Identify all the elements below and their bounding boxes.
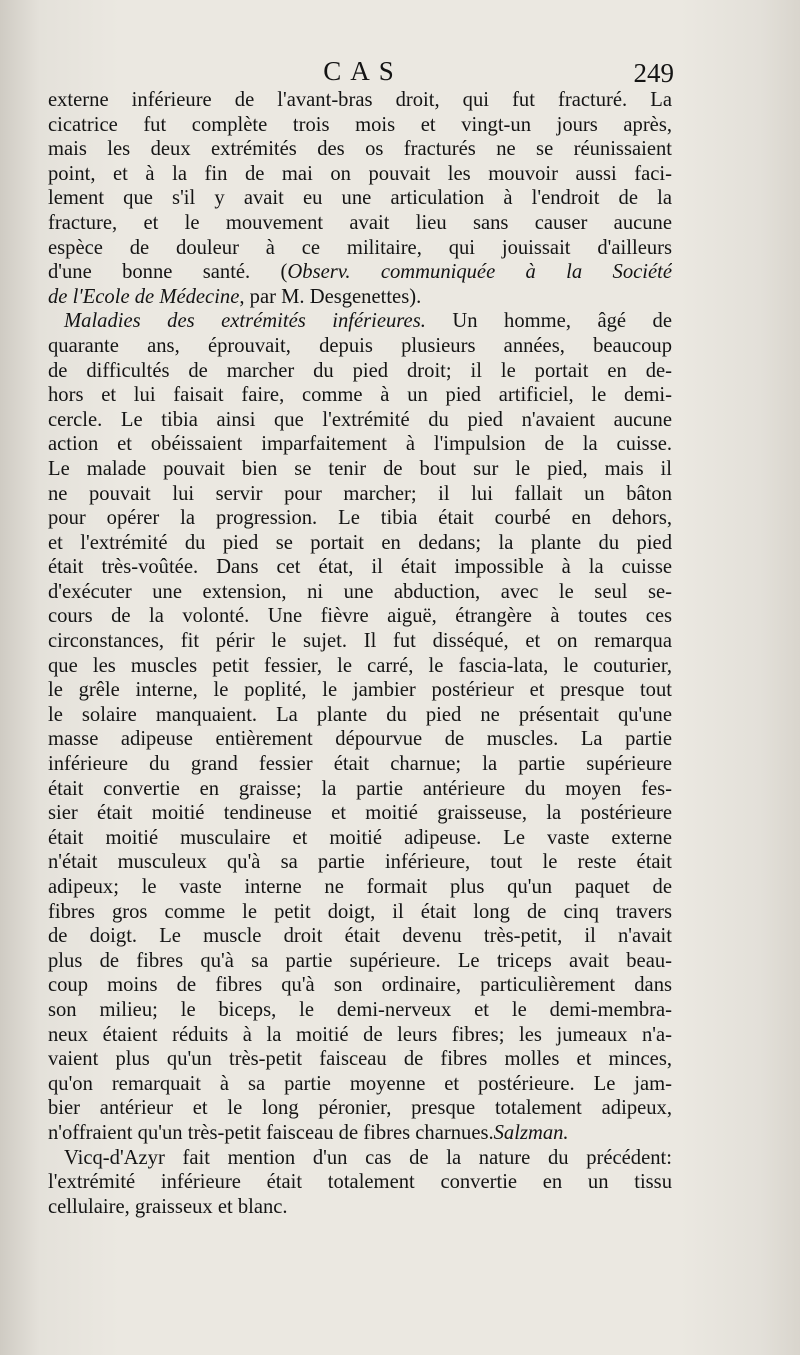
text-line: était moitié musculaire et moitié adipeuse. Le vaste externe (48, 826, 672, 849)
text-line: de doigt. Le muscle droit était devenu très-petit, il n'avait (48, 925, 672, 948)
citation-italic: de l'Ecole de Médecine (48, 285, 240, 308)
text-line: d'une bonne santé. (Observ. communiquée à la Société (48, 261, 672, 284)
section-heading-line: Maladies des extrémités inférieures. Un homme, âgé de (64, 310, 672, 333)
text-line: cercle. Le tibia ainsi que l'extrémité du pied n'avaient aucune (48, 408, 672, 431)
text-line: cours de la volonté. Une fièvre aiguë, étrangère à toutes ces (48, 605, 672, 628)
text-line: fracture, et le mouvement avait lieu sans causer aucune (48, 211, 672, 234)
text-line: l'extrémité inférieure était totalement convertie en un tissu (48, 1171, 672, 1194)
text-line: lement que s'il y avait eu une articulation à l'endroit de la (48, 187, 672, 210)
text-line: inférieure du grand fessier était charnue; la partie supérieure (48, 753, 672, 776)
text-line: pour opérer la progression. Le tibia était courbé en dehors, (48, 507, 672, 530)
text-line: point, et à la fin de mai on pouvait les mouvoir aussi faci- (48, 162, 672, 185)
text-line: le grêle interne, le poplité, le jambier postérieur et presque tout (48, 679, 672, 702)
text-line: quarante ans, éprouvait, depuis plusieurs années, beaucoup (48, 334, 672, 357)
text-line: neux étaient réduits à la moitié de leurs fibres; les jumeaux n'a- (48, 1023, 672, 1046)
text-line: masse adipeuse entièrement dépourvue de muscles. La partie (48, 728, 672, 751)
text-line: action et obéissaient imparfaitement à l'impulsion de la cuisse. (48, 433, 672, 456)
text-line: de difficultés de marcher du pied droit; il le portait en de- (48, 359, 672, 382)
page-header (48, 56, 678, 90)
text-line: coup moins de fibres qu'à son ordinaire, particulièrement dans (48, 974, 672, 997)
text-line: son milieu; le biceps, le demi-nerveux et le demi-membra- (48, 998, 672, 1021)
running-title: CAS (323, 56, 403, 86)
text-line: fibres gros comme le petit doigt, il était long de cinq travers (48, 900, 672, 923)
text-line: vaient plus qu'un très-petit faisceau de fibres molles et minces, (48, 1048, 672, 1071)
paragraph-start-line: Vicq-d'Azyr fait mention d'un cas de la nature du précédent: (64, 1146, 672, 1169)
text-line: plus de fibres qu'à sa partie supérieure. Le triceps avait beau- (48, 949, 672, 972)
text-line: espèce de douleur à ce militaire, qui jouissait d'ailleurs (48, 236, 672, 259)
text-line: ne pouvait lui servir pour marcher; il lui fallait un bâton (48, 482, 672, 505)
text-line: sier était moitié tendineuse et moitié graisseuse, la postérieure (48, 802, 672, 825)
text-line: d'exécuter une extension, ni une abduction, avec le seul se- (48, 580, 672, 603)
text-line: qu'on remarquait à sa partie moyenne et postérieure. Le jam- (48, 1072, 672, 1095)
text-line: Le malade pouvait bien se tenir de bout sur le pied, mais il (48, 457, 672, 480)
text-line: n'était musculeux qu'à sa partie inférieure, tout le reste était (48, 851, 672, 874)
text-line: était convertie en graisse; la partie antérieure du moyen fes- (48, 777, 672, 800)
text-line: et l'extrémité du pied se portait en dedans; la plante du pied (48, 531, 672, 554)
text-line: mais les deux extrémités des os fracturés ne se réunissaient (48, 138, 672, 161)
body-text (48, 88, 672, 1219)
section-heading-italic: Maladies des extrémités inférieures. (64, 310, 426, 333)
text-line: cellulaire, graisseux et blanc. (48, 1195, 288, 1218)
text-line: de l'Ecole de Médecine, par M. Desgenettes). (48, 285, 422, 308)
text-line: bier antérieur et le long péronier, presque totalement adipeux, (48, 1097, 672, 1120)
text-line: hors et lui faisait faire, comme à un pied artificiel, le demi- (48, 384, 672, 407)
citation-italic: Observ. communiquée à la Société (287, 261, 672, 284)
text-line: circonstances, fit périr le sujet. Il fut disséqué, et on remarqua (48, 630, 672, 653)
text-line: adipeux; le vaste interne ne formait plus qu'un paquet de (48, 876, 672, 898)
author-italic: Salzman. (493, 1121, 569, 1144)
text-line: externe inférieure de l'avant-bras droit, qui fut fracturé. La (48, 89, 672, 111)
text-line: n'offraient qu'un très-petit faisceau de fibres charnues.Salzman. (48, 1121, 569, 1144)
text-line: était très-voûtée. Dans cet état, il était impossible à la cuisse (48, 556, 672, 579)
page-number: 249 (633, 58, 674, 88)
text-line: cicatrice fut complète trois mois et vingt-un jours après, (48, 113, 672, 136)
text-line: le solaire manquaient. La plante du pied ne présentait qu'une (48, 703, 672, 726)
text-line: que les muscles petit fessier, le carré, le fascia-lata, le couturier, (48, 654, 672, 677)
